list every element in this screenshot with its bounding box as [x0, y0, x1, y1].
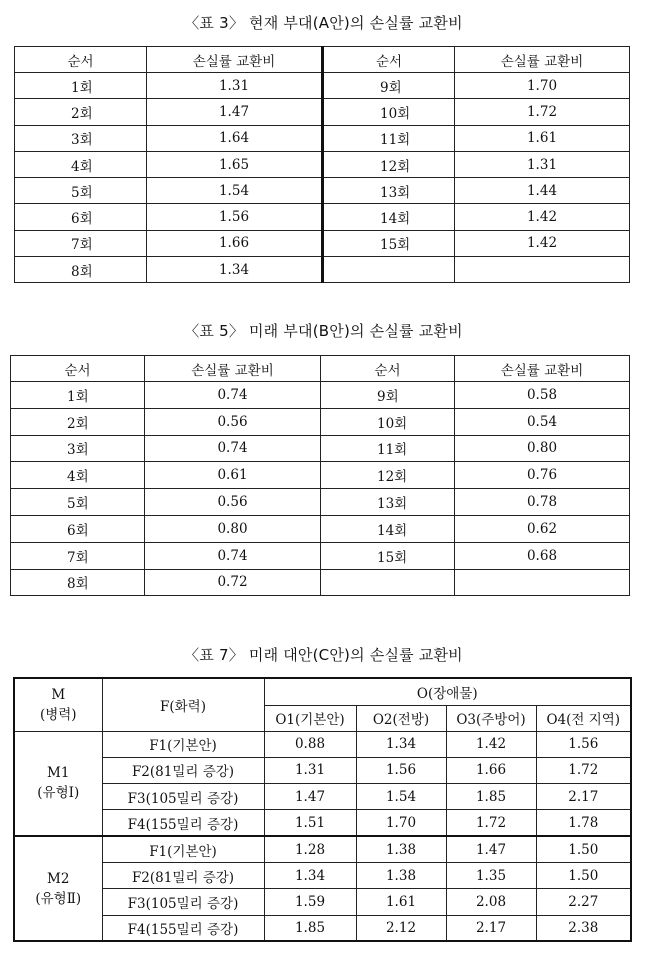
table-row	[11, 542, 630, 569]
ratio-cell: 0.56	[145, 489, 321, 516]
order-cell: 9회	[323, 73, 455, 99]
ratio-cell: 0.76	[455, 462, 630, 489]
ratio-cell: 1.54	[147, 178, 323, 204]
ratio-cell: 0.62	[455, 515, 630, 542]
ratio-cell: 2.08	[446, 889, 536, 915]
ratio-cell: 0.58	[455, 382, 630, 409]
table-row	[11, 489, 630, 516]
m-group-label: M1	[47, 765, 70, 782]
m-group-cell	[14, 836, 102, 941]
order-cell: 14회	[321, 515, 455, 542]
order-cell: 15회	[323, 230, 455, 256]
table3-title: 〈표 3〉 현재 부대(A안)의 손실률 교환비	[184, 14, 463, 32]
ratio-cell: 1.70	[455, 73, 630, 99]
order-cell: 8회	[11, 569, 145, 596]
table-row	[14, 784, 631, 810]
ratio-cell: 1.31	[455, 151, 630, 177]
table5-header-order-left: 순서	[11, 356, 145, 382]
table3-header-order-right: 순서	[323, 47, 455, 73]
ratio-cell: 1.47	[147, 99, 323, 125]
table5	[10, 355, 630, 596]
ratio-cell: 1.50	[536, 862, 631, 888]
ratio-cell: 1.44	[455, 178, 630, 204]
order-cell: 6회	[11, 515, 145, 542]
ratio-cell: 1.61	[356, 889, 446, 915]
order-cell: 8회	[15, 257, 147, 283]
ratio-cell: 1.35	[446, 862, 536, 888]
ratio-cell	[455, 257, 630, 283]
m-group-cell	[14, 731, 102, 836]
order-cell: 11회	[321, 435, 455, 462]
order-cell: 6회	[15, 204, 147, 230]
ratio-cell: 1.70	[356, 810, 446, 836]
table-row	[15, 151, 630, 177]
table5-header-ratio-right: 손실률 교환비	[455, 356, 630, 382]
table-row	[15, 99, 630, 125]
ratio-cell: 1.85	[264, 915, 356, 941]
table-row	[14, 889, 631, 915]
ratio-cell: 1.28	[264, 836, 356, 862]
table5-header-order-right: 순서	[321, 356, 455, 382]
order-cell: 10회	[323, 99, 455, 125]
ratio-cell: 0.74	[145, 542, 321, 569]
order-cell	[321, 569, 455, 596]
table7	[13, 677, 632, 942]
order-cell: 13회	[323, 178, 455, 204]
table5-title: 〈표 5〉 미래 부대(B안)의 손실률 교환비	[184, 322, 463, 340]
table3-header-ratio-right: 손실률 교환비	[455, 47, 630, 73]
ratio-cell: 0.80	[145, 515, 321, 542]
order-cell: 4회	[15, 151, 147, 177]
table7-header-o4: O4(전 지역)	[536, 705, 631, 731]
m-group-type: (유형Ⅰ)	[37, 785, 80, 802]
ratio-cell: 0.78	[455, 489, 630, 516]
order-cell: 5회	[11, 489, 145, 516]
ratio-cell: 1.31	[147, 73, 323, 99]
ratio-cell: 2.12	[356, 915, 446, 941]
ratio-cell: 1.31	[264, 757, 356, 783]
table-row	[15, 230, 630, 256]
ratio-cell: 0.56	[145, 408, 321, 435]
table-row	[11, 435, 630, 462]
ratio-cell: 1.72	[455, 99, 630, 125]
order-cell: 13회	[321, 489, 455, 516]
table-row	[15, 125, 630, 151]
ratio-cell: 0.80	[455, 435, 630, 462]
table7-header-o3: O3(주방어)	[446, 705, 536, 731]
table-row	[14, 836, 631, 862]
table7-header-o: O(장애물)	[264, 678, 631, 705]
f-cell: F3(105밀리 증강)	[102, 889, 264, 915]
order-cell: 3회	[11, 435, 145, 462]
table-row	[14, 757, 631, 783]
ratio-cell: 1.72	[536, 757, 631, 783]
ratio-cell: 0.54	[455, 408, 630, 435]
ratio-cell: 1.54	[356, 784, 446, 810]
ratio-cell: 0.74	[145, 435, 321, 462]
order-cell: 3회	[15, 125, 147, 151]
ratio-cell: 2.38	[536, 915, 631, 941]
ratio-cell: 1.42	[455, 204, 630, 230]
ratio-cell: 1.51	[264, 810, 356, 836]
ratio-cell: 1.65	[147, 151, 323, 177]
ratio-cell: 1.72	[446, 810, 536, 836]
table-row	[14, 731, 631, 757]
table7-header-m-line1: M	[51, 686, 66, 703]
ratio-cell	[455, 569, 630, 596]
table7-header-m-line2: (병력)	[39, 706, 77, 723]
ratio-cell: 1.56	[147, 204, 323, 230]
ratio-cell: 1.66	[147, 230, 323, 256]
ratio-cell: 1.47	[446, 836, 536, 862]
table3-header-order-left: 순서	[15, 47, 147, 73]
order-cell: 2회	[15, 99, 147, 125]
ratio-cell: 1.42	[446, 731, 536, 757]
ratio-cell: 1.50	[536, 836, 631, 862]
order-cell: 4회	[11, 462, 145, 489]
ratio-cell: 1.59	[264, 889, 356, 915]
ratio-cell: 1.64	[147, 125, 323, 151]
ratio-cell: 0.74	[145, 382, 321, 409]
ratio-cell: 0.68	[455, 542, 630, 569]
ratio-cell: 1.56	[356, 757, 446, 783]
table-row	[15, 73, 630, 99]
table3-header-ratio-left: 손실률 교환비	[147, 47, 323, 73]
m-group-type: (유형Ⅱ)	[35, 890, 82, 907]
order-cell: 2회	[11, 408, 145, 435]
table5-header-ratio-left: 손실률 교환비	[145, 356, 321, 382]
order-cell: 5회	[15, 178, 147, 204]
order-cell: 15회	[321, 542, 455, 569]
f-cell: F2(81밀리 증강)	[102, 757, 264, 783]
order-cell	[323, 257, 455, 283]
order-cell: 14회	[323, 204, 455, 230]
table7-header-m	[14, 678, 102, 731]
order-cell: 10회	[321, 408, 455, 435]
table-row	[14, 862, 631, 888]
order-cell: 12회	[323, 151, 455, 177]
table-row	[14, 810, 631, 836]
table-row	[11, 382, 630, 409]
order-cell: 7회	[11, 542, 145, 569]
table-row	[15, 257, 630, 283]
ratio-cell: 1.66	[446, 757, 536, 783]
f-cell: F2(81밀리 증강)	[102, 862, 264, 888]
table7-header-f: F(화력)	[102, 678, 264, 731]
order-cell: 11회	[323, 125, 455, 151]
f-cell: F1(기본안)	[102, 731, 264, 757]
ratio-cell: 2.17	[446, 915, 536, 941]
table-row	[11, 462, 630, 489]
table3	[14, 46, 630, 283]
table-row	[15, 204, 630, 230]
table-row	[11, 515, 630, 542]
ratio-cell: 1.61	[455, 125, 630, 151]
ratio-cell: 0.72	[145, 569, 321, 596]
table7-title: 〈표 7〉 미래 대안(C안)의 손실률 교환비	[184, 646, 463, 664]
table-row	[14, 915, 631, 941]
ratio-cell: 1.78	[536, 810, 631, 836]
f-cell: F4(155밀리 증강)	[102, 915, 264, 941]
table-row	[11, 408, 630, 435]
ratio-cell: 1.38	[356, 862, 446, 888]
m-group-label: M2	[47, 870, 70, 887]
ratio-cell: 1.34	[264, 862, 356, 888]
ratio-cell: 2.17	[536, 784, 631, 810]
f-cell: F4(155밀리 증강)	[102, 810, 264, 836]
f-cell: F1(기본안)	[102, 836, 264, 862]
ratio-cell: 1.85	[446, 784, 536, 810]
table7-header-o1: O1(기본안)	[264, 705, 356, 731]
ratio-cell: 1.34	[356, 731, 446, 757]
ratio-cell: 1.38	[356, 836, 446, 862]
table7-header-o2: O2(전방)	[356, 705, 446, 731]
f-cell: F3(105밀리 증강)	[102, 784, 264, 810]
order-cell: 12회	[321, 462, 455, 489]
ratio-cell: 1.34	[147, 257, 323, 283]
order-cell: 7회	[15, 230, 147, 256]
order-cell: 1회	[15, 73, 147, 99]
ratio-cell: 1.42	[455, 230, 630, 256]
ratio-cell: 2.27	[536, 889, 631, 915]
order-cell: 9회	[321, 382, 455, 409]
table-row	[11, 569, 630, 596]
ratio-cell: 0.88	[264, 731, 356, 757]
table-row	[15, 178, 630, 204]
order-cell: 1회	[11, 382, 145, 409]
ratio-cell: 1.56	[536, 731, 631, 757]
ratio-cell: 0.61	[145, 462, 321, 489]
ratio-cell: 1.47	[264, 784, 356, 810]
